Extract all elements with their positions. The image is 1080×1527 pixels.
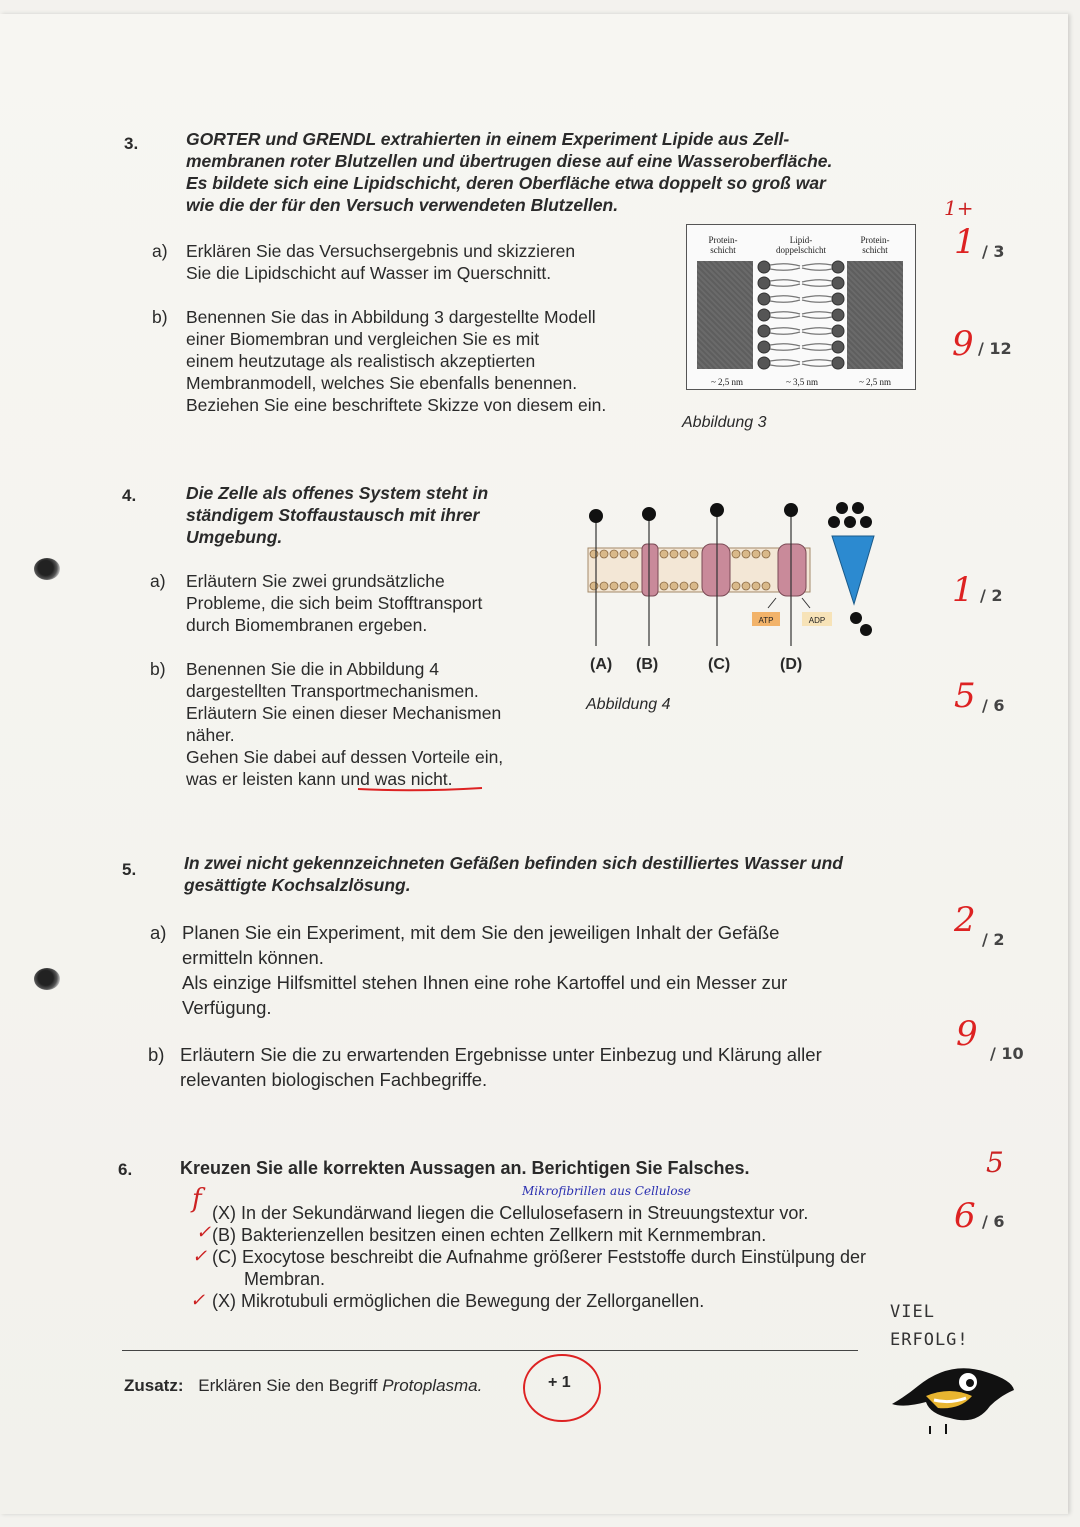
q4b-line: Gehen Sie dabei auf dessen Vorteile ein, [186, 747, 504, 767]
q6-options [212, 1202, 866, 1312]
red-circle-mark [520, 1350, 604, 1426]
fig3-label-line: schicht [862, 245, 888, 255]
q6-option [212, 1202, 866, 1224]
q4b-line: dargestellten Transportmechanismen. [186, 681, 479, 701]
punch-hole-bottom [34, 968, 60, 990]
q5a-line: Als einzige Hilfsmittel stehen Ihnen eine rohe Kartoffel und ein Messer zur [182, 972, 788, 993]
option-marker: (C) [212, 1247, 237, 1267]
q6-option [212, 1224, 866, 1246]
zusatz-term: Protoplasma. [382, 1376, 483, 1395]
q5a-text [182, 920, 787, 1020]
q6-option [212, 1268, 866, 1290]
check-mark-icon: ✓ [190, 1290, 206, 1311]
option-text: Membran. [244, 1269, 326, 1289]
fig3-dim-right: ~ 2,5 nm [858, 377, 892, 387]
q4a-line: Erläutern Sie zwei grundsätzliche [186, 571, 445, 591]
option-text: Exocytose beschreibt die Aufnahme größerer Feststoffe durch Einstülpung der [242, 1247, 867, 1267]
q3-intro-line: wie die der für den Versuch verwendeten Blutzellen. [186, 195, 619, 215]
q4-intro-line: Die Zelle als offenes System steht in [186, 483, 489, 503]
q4b-max: / 6 [982, 696, 1005, 715]
fig3-right-label [845, 235, 905, 255]
fig3-label-line: Protein- [860, 235, 890, 245]
fig3-label-line: Lipid- [789, 235, 813, 245]
q6-max: / 6 [982, 1212, 1005, 1231]
q6-hand-score: 5 [986, 1146, 1004, 1179]
q3a-max: / 3 [982, 242, 1005, 261]
figure-4-transport [580, 496, 890, 656]
fig3-protein-layer-right [847, 261, 903, 369]
q5b-label: b) [148, 1044, 165, 1065]
fig3-caption: Abbildung 3 [682, 414, 767, 431]
q4a-line: durch Biomembranen ergeben. [186, 615, 428, 635]
zusatz-text: Erklären Sie den Begriff [198, 1376, 378, 1395]
lipid-rows [758, 261, 844, 369]
option-text: In der Sekundärwand liegen die Cellulosefasern in Streuungstextur vor. [241, 1203, 809, 1223]
q5-intro [184, 852, 843, 896]
q4b-line: Erläutern Sie einen dieser Mechanismen [186, 703, 502, 723]
q4b-line: was er leisten kann und was nicht. [186, 769, 453, 789]
zusatz-bonus: + 1 [548, 1374, 571, 1391]
q5a-score: 2 [954, 900, 976, 940]
fig3-protein-layer-left [697, 261, 753, 369]
punch-hole-top [34, 558, 60, 580]
check-mark-icon: ✓ [192, 1246, 208, 1267]
closing-line-1: VIEL [890, 1302, 935, 1322]
zusatz-label: Zusatz: [124, 1376, 184, 1395]
fig3-left-label [693, 235, 753, 255]
q3a-line: Erklären Sie das Versuchsergebnis und skizzieren [186, 241, 576, 261]
q4-intro-line: ständigem Stoffaustausch mit ihrer [186, 505, 480, 525]
q6-hand-f: f [192, 1184, 202, 1214]
q3b-line: einer Biomembran und vergleichen Sie es mit [186, 329, 540, 349]
fig3-mid-label [761, 235, 841, 255]
q4b-text [186, 658, 503, 790]
raven-cartoon-icon [890, 1356, 1020, 1436]
q3a-hand-note: 1+ [944, 196, 974, 220]
fig4-atp-label: ATP [758, 616, 774, 625]
fig4-adp-label: ADP [808, 616, 826, 625]
check-mark-icon: ✓ [196, 1222, 212, 1243]
divider-line [122, 1350, 858, 1351]
q3a-text [186, 240, 575, 284]
fig3-label-line: doppelschicht [776, 245, 826, 255]
fig3-dim-left: ~ 2,5 nm [710, 377, 744, 387]
q5-number: 5. [122, 860, 137, 879]
q4a-score: 1 [952, 570, 974, 610]
fig3-label-line: Protein- [708, 235, 738, 245]
q5a-line: ermitteln können. [182, 947, 324, 968]
q4a-max: / 2 [980, 586, 1003, 605]
q5a-line: Verfügung. [182, 997, 272, 1018]
fig4-label-d: (D) [780, 656, 803, 673]
q4-intro-line: Umgebung. [186, 527, 283, 547]
q6-option [212, 1246, 866, 1268]
q3b-text [186, 306, 606, 416]
fig4-caption: Abbildung 4 [586, 696, 671, 713]
q3b-line: Beziehen Sie eine beschriftete Skizze von diesem ein. [186, 395, 607, 415]
fig4-label-c: (C) [708, 656, 731, 673]
option-text: Mikrotubuli ermöglichen die Bewegung der Zellorganellen. [241, 1291, 705, 1311]
q3a-label: a) [152, 241, 168, 261]
option-marker: (B) [212, 1225, 236, 1245]
figure-3-membrane-model [686, 224, 916, 390]
option-text: Bakterienzellen besitzen einen echten Zellkern mit Kernmembran. [241, 1225, 767, 1245]
q5a-max: / 2 [982, 930, 1005, 949]
q5-intro-line: gesättigte Kochsalzlösung. [184, 875, 411, 895]
fig3-lipid-bilayer [756, 259, 846, 371]
q4b-score: 5 [954, 676, 976, 716]
q5a-label: a) [150, 922, 167, 943]
q3-intro-line: GORTER und GRENDL extrahierten in einem Experiment Lipide aus Zell- [186, 129, 790, 149]
q3b-score: 9 [952, 324, 974, 364]
q4a-text [186, 570, 482, 636]
q5b-line: relevanten biologischen Fachbegriffe. [180, 1069, 488, 1090]
q4-number: 4. [122, 486, 137, 505]
q6-number: 6. [118, 1160, 133, 1179]
fig4-channel [832, 536, 874, 604]
q4-intro [186, 482, 488, 548]
fig3-dim-mid: ~ 3,5 nm [785, 377, 819, 387]
q3a-line: Sie die Lipidschicht auf Wasser im Querschnitt. [186, 263, 552, 283]
q6-intro: Kreuzen Sie alle korrekten Aussagen an. Berichtigen Sie Falsches. [180, 1158, 750, 1178]
q3b-line: Benennen Sie das in Abbildung 3 dargestellte Modell [186, 307, 596, 327]
fig4-membrane [588, 544, 810, 596]
fig4-label-a: (A) [590, 656, 613, 673]
zusatz-row [124, 1376, 482, 1396]
q5b-max: / 10 [990, 1044, 1024, 1063]
option-marker: (X) [212, 1203, 236, 1223]
q4b-line: näher. [186, 725, 235, 745]
q3b-line: einem heutzutage als realistisch akzeptierten [186, 351, 536, 371]
q3b-max: / 12 [978, 339, 1012, 358]
q5b-text [180, 1042, 822, 1092]
q3b-line: Membranmodell, welches Sie ebenfalls benennen. [186, 373, 578, 393]
q4a-label: a) [150, 571, 166, 591]
q5b-line: Erläutern Sie die zu erwartenden Ergebnisse unter Einbezug und Klärung aller [180, 1044, 822, 1065]
q3-intro-line: membranen roter Blutzellen und übertrugen diese auf eine Wasseroberfläche. [186, 151, 833, 171]
q5-intro-line: In zwei nicht gekennzeichneten Gefäßen befinden sich destilliertes Wasser und [184, 853, 844, 873]
fig4-label-b: (B) [636, 656, 659, 673]
q6-option [212, 1290, 866, 1312]
q3-intro-line: Es bildete sich eine Lipidschicht, deren Oberfläche etwa doppelt so groß war [186, 173, 826, 193]
option-marker: (X) [212, 1291, 236, 1311]
q5a-line: Planen Sie ein Experiment, mit dem Sie den jeweiligen Inhalt der Gefäße [182, 922, 780, 943]
q4b-line: Benennen Sie die in Abbildung 4 [186, 659, 439, 679]
fig3-label-line: schicht [710, 245, 736, 255]
q3-intro [186, 128, 832, 216]
q6-score: 6 [954, 1196, 976, 1236]
q3-number: 3. [124, 134, 139, 153]
closing-line-2: ERFOLG! [890, 1330, 969, 1350]
red-underline [356, 784, 486, 794]
q4b-label: b) [150, 659, 166, 679]
q4a-line: Probleme, die sich beim Stofftransport [186, 593, 483, 613]
q3b-label: b) [152, 307, 168, 327]
q3a-score: 1 [954, 222, 976, 262]
q5b-score: 9 [956, 1014, 978, 1054]
q6-correction-note: Mikrofibrillen aus Cellulose [522, 1184, 691, 1198]
